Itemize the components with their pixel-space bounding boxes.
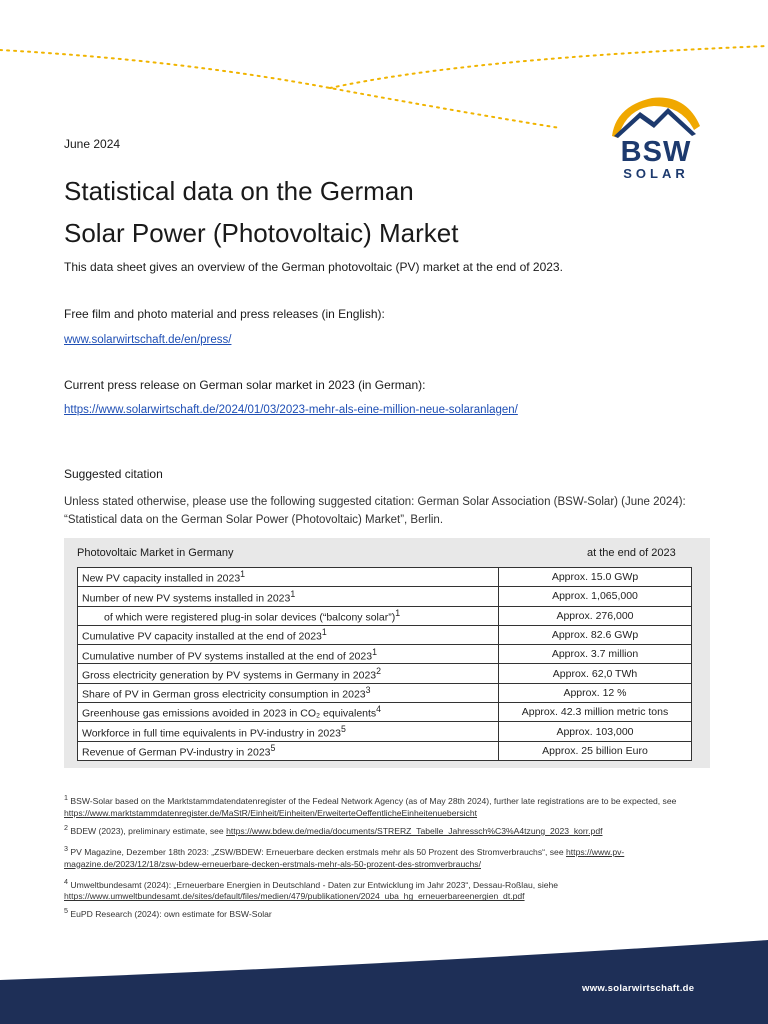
current-release-link[interactable]: https://www.solarwirtschaft.de/2024/01/03/2023-mehr-als-eine-million-neue-solaranlagen/: [64, 404, 518, 416]
row-value: Approx. 15.0 GWp: [499, 568, 692, 587]
footnote-4-link[interactable]: https://www.umweltbundesamt.de/sites/default/files/medien/479/publikationen/2024_uba_hg_erneuerbareenergien_dt.pdf: [64, 891, 525, 902]
current-release-label: Current press release on German solar market in 2023 (in German):: [64, 378, 426, 392]
footnote-1-link[interactable]: https://www.marktstammdatenregister.de/MaStR/Einheit/Einheiten/ErweiterteOeffentlicheEinheitenuebersicht: [64, 807, 478, 818]
citation-heading: Suggested citation: [64, 467, 163, 481]
table-header-right: at the end of 2023: [587, 547, 676, 559]
table-row: [78, 722, 692, 741]
row-label: Revenue of German PV-industry in 2023$^5$: [78, 741, 499, 760]
footnotes: [64, 792, 704, 923]
row-label: Greenhouse gas emissions avoided in 2023 in CO₂ equivalents$^4$: [78, 703, 499, 722]
table-header-left: Photovoltaic Market in Germany: [77, 547, 234, 559]
footnote-1: $^1$ BSW-Solar based on the Marktstammdatendatenregister of the Fedeal Network Agency (as of May 28th 2024), further late registrations are to be expected, see https://www.marktstammdatenregister.de/MaStR/Einheit/Einheiten/ErweiterteOeffentlicheEinheitenuebersicht: [64, 794, 677, 818]
title-line-1: Statistical data on the German: [64, 176, 414, 206]
table-row: [78, 741, 692, 760]
row-value: Approx. 1,065,000: [499, 587, 692, 606]
row-value: Approx. 103,000: [499, 722, 692, 741]
table-row: [78, 568, 692, 587]
press-link[interactable]: www.solarwirtschaft.de/en/press/: [64, 334, 232, 346]
footnote-3-link[interactable]: https://www.pv-magazine.de/2023/12/18/zsw-bdew-erneuerbare-decken-erstmals-mehr-als-50-prozent-des-stromverbrauchs/: [64, 846, 625, 869]
row-label: Number of new PV systems installed in 2023$^1$: [78, 587, 499, 606]
document-date: June 2024: [64, 137, 121, 151]
row-label: Gross electricity generation by PV systems in Germany in 2023$^2$: [78, 664, 499, 683]
footnote-2: $^2$ BDEW (2023), preliminary estimate, see https://www.bdew.de/media/documents/STRERZ_Tabelle_Jahressch%C3%A4tzung_2023_korr.pdf: [64, 823, 603, 836]
press-label: Free film and photo material and press releases (in English):: [64, 307, 385, 321]
row-label: of which were registered plug-in solar devices (“balcony solar”)$^1$: [78, 606, 499, 625]
market-statistics-table: [77, 567, 692, 761]
intro-text: This data sheet gives an overview of the German photovoltaic (PV) market at the end of 2023.: [64, 260, 563, 274]
table-row: [78, 664, 692, 683]
row-value: Approx. 62,0 TWh: [499, 664, 692, 683]
table-row: [78, 587, 692, 606]
footnote-3: $^3$ PV Magazine, Dezember 18th 2023: „ZSW/BDEW: Erneuerbare decken erstmals mehr als 50 Prozent des Stromverbrauchs“, see https://www.pv-magazine.de/2023/12/18/zsw-bdew-erneuerbare-decken-erstmals-mehr-als-50-prozent-des-stromverbrauchs/: [64, 844, 625, 869]
row-label: Share of PV in German gross electricity consumption in 2023$^3$: [78, 683, 499, 702]
row-value: Approx. 25 billion Euro: [499, 741, 692, 760]
row-value: Approx. 3.7 million: [499, 645, 692, 664]
logo-wordmark-solar: SOLAR: [623, 166, 689, 181]
row-value: Approx. 42.3 million metric tons: [499, 703, 692, 722]
citation-text: Unless stated otherwise, please use the following suggested citation: German Solar Association (BSW-Solar) (June 2024): “Statistical data on the German Solar Power (Photovoltaic) Market”, Berlin.: [64, 496, 686, 526]
footnote-4: $^4$ Umweltbundesamt (2024): „Erneuerbare Energien in Deutschland - Daten zur Entwicklung im Jahr 2023“, Dessau-Roßlau, siehe https://www.umweltbundesamt.de/sites/default/files/medien/479/publikationen/2024_uba_hg_erneuerbareenergien_dt.pdf: [64, 877, 559, 902]
footer-band: [0, 940, 768, 1024]
row-label: New PV capacity installed in 2023$^1$: [78, 568, 499, 587]
row-value: Approx. 12 %: [499, 683, 692, 702]
footer-url[interactable]: www.solarwirtschaft.de: [582, 983, 695, 994]
table-row: [78, 606, 692, 625]
row-value: Approx. 82.6 GWp: [499, 625, 692, 644]
row-label: Cumulative number of PV systems installed at the end of 2023$^1$: [78, 645, 499, 664]
title-line-2: Solar Power (Photovoltaic) Market: [64, 218, 459, 248]
row-label: Cumulative PV capacity installed at the end of 2023$^1$: [78, 625, 499, 644]
table-row: [78, 645, 692, 664]
row-label: Workforce in full time equivalents in PV-industry in 2023$^5$: [78, 722, 499, 741]
row-value: Approx. 276,000: [499, 606, 692, 625]
table-row: [78, 625, 692, 644]
footnote-2-link[interactable]: https://www.bdew.de/media/documents/STRERZ_Tabelle_Jahressch%C3%A4tzung_2023_korr.pdf: [226, 825, 603, 836]
page-title: [64, 170, 458, 254]
table-row: [78, 683, 692, 702]
table-row: [78, 703, 692, 722]
logo-wordmark-bsw: BSW: [620, 136, 692, 168]
footnote-5: $^5$ EuPD Research (2024): own estimate for BSW-Solar: [64, 907, 272, 920]
